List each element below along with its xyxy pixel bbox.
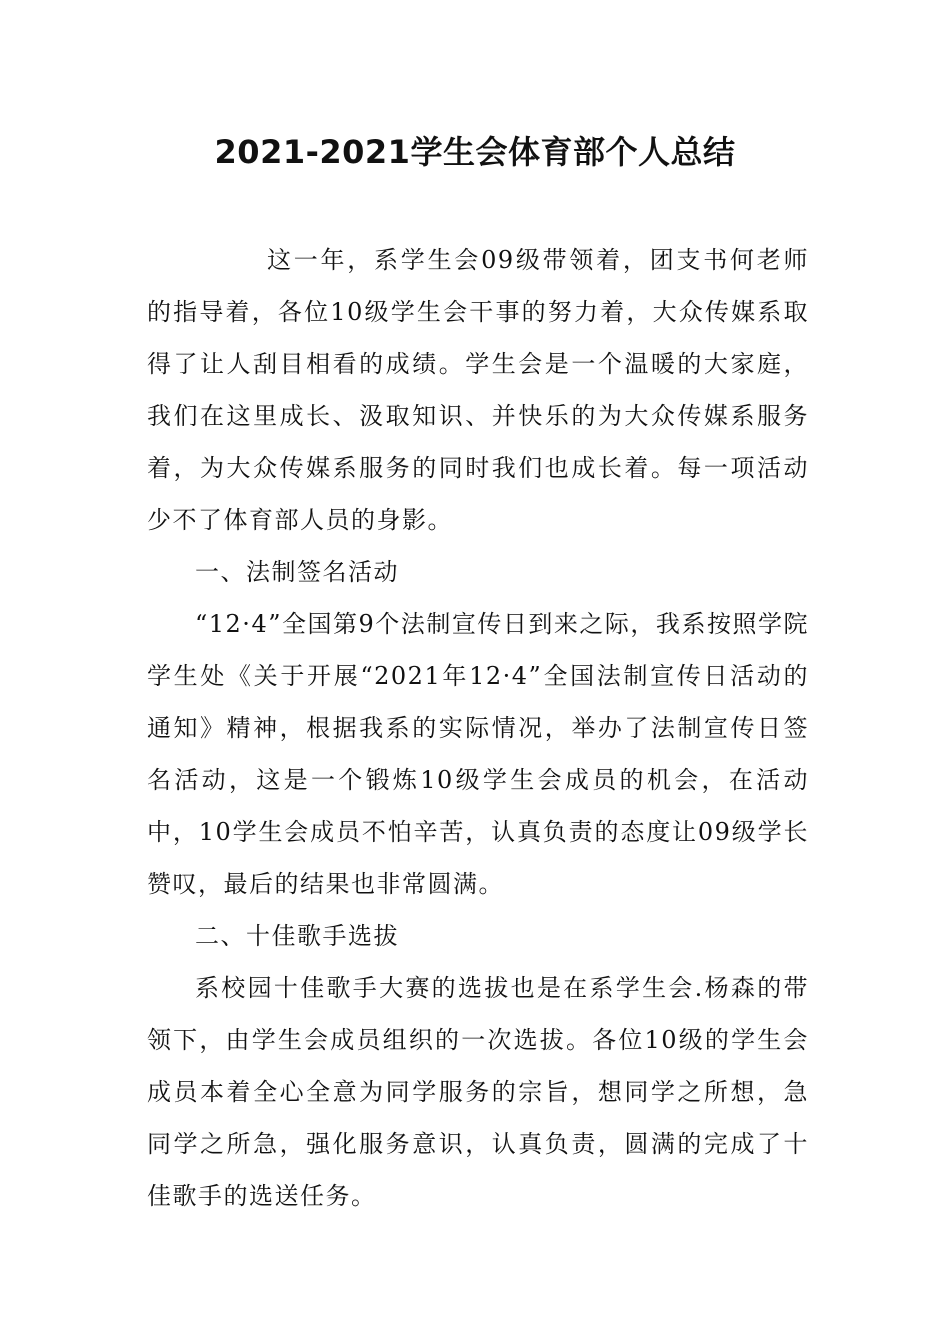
document-body: [147, 234, 809, 1222]
document-title: 2021-2021学生会体育部个人总结: [214, 133, 736, 171]
section-heading-2: 二、十佳歌手选拔: [195, 922, 399, 950]
section-paragraph-1: “12·4”全国第9个法制宣传日到来之际，我系按照学院学生处《关于开展“2021年12·4”全国法制宣传日活动的通知》精神，根据我系的实际情况，举办了法制宣传日签名活动，这是一个锻炼10级学生会成员的机会，在活动中，10学生会成员不怕辛苦，认真负责的态度让09级学长赞叹，最后的结果也非常圆满。: [147, 610, 809, 898]
section-heading-1: 一、法制签名活动: [195, 558, 399, 586]
section-paragraph-2: 系校园十佳歌手大赛的选拔也是在系学生会.杨森的带领下，由学生会成员组织的一次选拔。各位10级的学生会成员本着全心全意为同学服务的宗旨，想同学之所想，急同学之所急，强化服务意识，认真负责，圆满的完成了十佳歌手的选送任务。: [147, 974, 809, 1210]
intro-paragraph: 这一年，系学生会09级带领着，团支书何老师的指导着，各位10级学生会干事的努力着，大众传媒系取得了让人刮目相看的成绩。学生会是一个温暖的大家庭，我们在这里成长、汲取知识、并快乐的为大众传媒系服务着，为大众传媒系服务的同时我们也成长着。每一项活动少不了体育部人员的身影。: [147, 246, 809, 534]
